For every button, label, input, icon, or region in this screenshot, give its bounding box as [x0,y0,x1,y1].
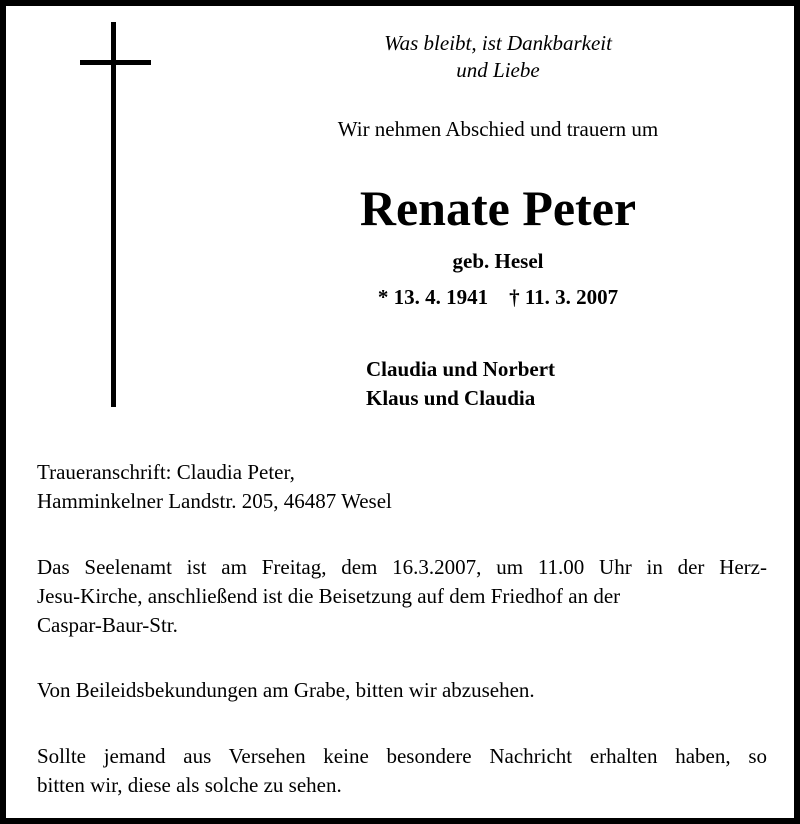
service-info [37,553,767,640]
service-line: Caspar-Baur-Str. [37,613,178,637]
cross-horizontal-bar [80,60,151,65]
mourning-address [37,458,767,516]
service-line: Das Seelenamt ist am Freitag, dem 16.3.2007, um 11.00 Uhr in der Herz- [37,555,767,579]
birth-name: geb. Hesel [452,249,544,273]
notice-line: bitten wir, diese als solche zu sehen. [37,773,342,797]
life-dates: * 13. 4. 1941 † 11. 3. 2007 [377,285,619,309]
motto-line: und Liebe [456,58,540,82]
mourners [366,355,555,413]
mourner-line: Klaus und Claudia [366,386,536,410]
notice-line: Sollte jemand aus Versehen keine besondere Nachricht erhalten haben, so [37,744,767,768]
mourner-line: Claudia und Norbert [366,357,556,381]
address-line: Traueranschrift: Claudia Peter, [37,460,295,484]
deceased-name: Renate Peter [359,180,637,236]
motto [298,30,698,84]
cross-vertical-bar [111,22,116,407]
service-line: Jesu-Kirche, anschließend ist die Beisetzung auf dem Friedhof an der [37,584,621,608]
intro-text: Wir nehmen Abschied und trauern um [337,117,659,141]
notice-text [37,742,767,800]
motto-line: Was bleibt, ist Dankbarkeit [384,31,612,55]
condolences-note: Von Beileidsbekundungen am Grabe, bitten wir abzusehen. [37,678,535,702]
address-line: Hamminkelner Landstr. 205, 46487 Wesel [37,489,392,513]
